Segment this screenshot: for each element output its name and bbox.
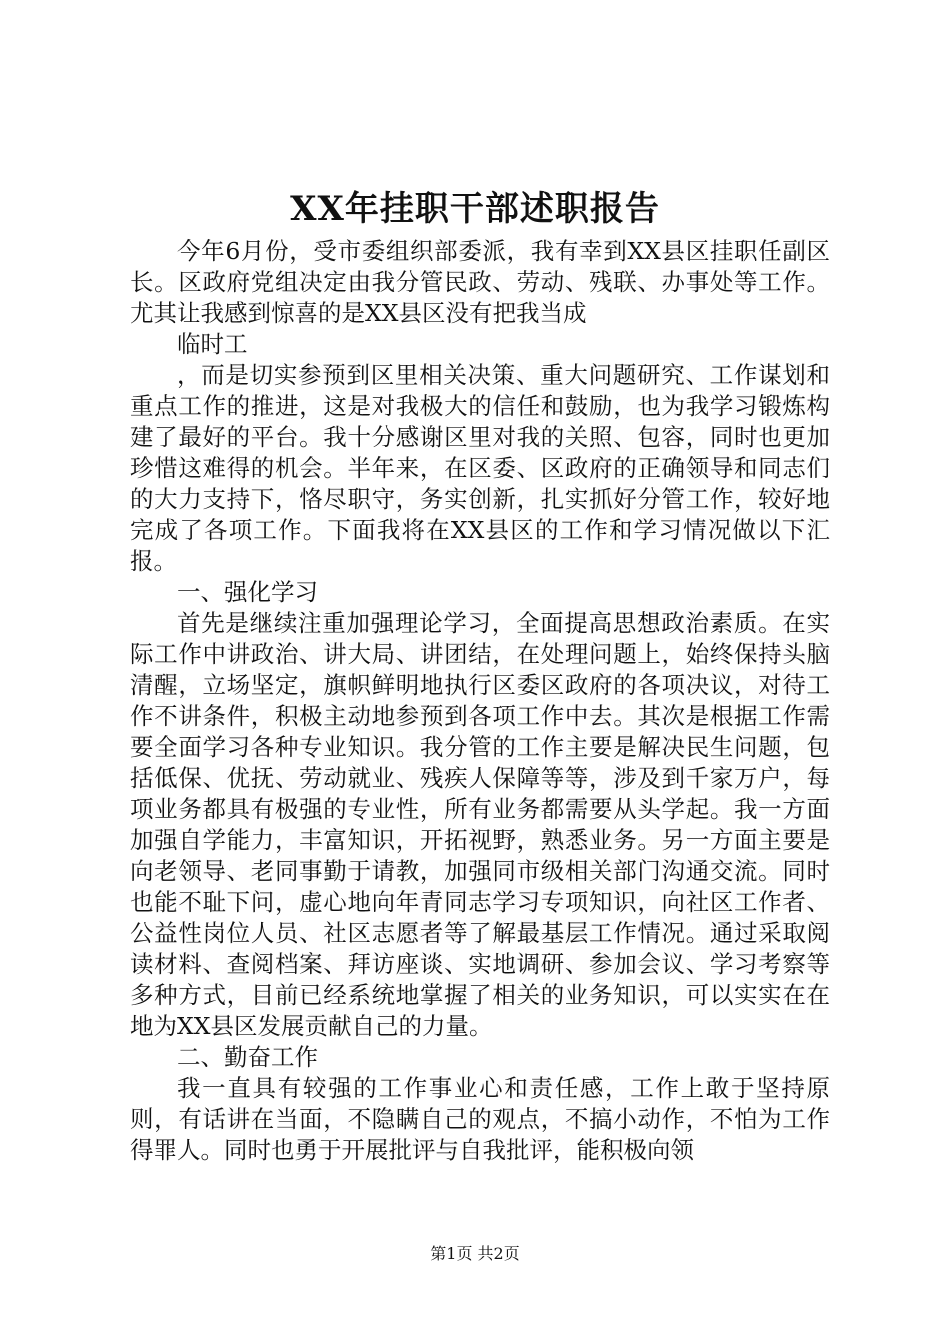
paragraph-work: 我一直具有较强的工作事业心和责任感，工作上敢于坚持原则，有话讲在当面，不隐瞒自己的观点，不搞小动作，不怕为工作得罪人。同时也勇于开展批评与自我批评，能积极向领 <box>130 1074 830 1164</box>
paragraph-line: 临时工 <box>177 330 248 358</box>
page-title: XX年挂职干部述职报告 <box>290 189 660 229</box>
paragraph-summary: ，而是切实参预到区里相关决策、重大问题研究、工作谋划和重点工作的推进，这是对我极大的信任和鼓励，也为我学习锻炼构建了最好的平台。我十分感谢区里对我的关照、包容，同时也更加珍惜这难得的机会。半年来，在区委、区政府的正确领导和同志们的大力支持下，恪尽职守，务实创新，扎实抓好分管工作，较好地完成了各项工作。下面我将在XX县区的工作和学习情况做以下汇报。 <box>130 361 830 575</box>
paragraph-study: 首先是继续注重加强理论学习，全面提高思想政治素质。在实际工作中讲政治、讲大局、讲团结，在处理问题上，始终保持头脑清醒，立场坚定，旗帜鲜明地执行区委区政府的各项决议，对待工作不讲条件，积极主动地参预到各项工作中去。其次是根据工作需要全面学习各种专业知识。我分管的工作主要是解决民生问题，包括低保、优抚、劳动就业、残疾人保障等等，涉及到千家万户，每项业务都具有极强的专业性，所有业务都需要从头学起。我一方面加强自学能力，丰富知识，开拓视野，熟悉业务。另一方面主要是向老领导、老同事勤于请教，加强同市级相关部门沟通交流。同时也能不耻下问，虚心地向年青同志学习专项知识，向社区工作者、公益性岗位人员、社区志愿者等了解最基层工作情况。通过采取阅读材料、查阅档案、拜访座谈、实地调研、参加会议、学习考察等多种方式，目前已经系统地掌握了相关的业务知识，可以实实在在地为XX县区发展贡献自己的力量。 <box>130 609 830 1040</box>
page-footer: 第1页 共2页 <box>430 1244 520 1263</box>
paragraph-intro: 今年6月份，受市委组织部委派，我有幸到XX县区挂职任副区长。区政府党组决定由我分管民政、劳动、残联、办事处等工作。尤其让我感到惊喜的是XX县区没有把我当成 <box>130 237 830 327</box>
document-body <box>130 236 830 1166</box>
section-heading-study: 一、强化学习 <box>177 578 318 606</box>
section-heading-work: 二、勤奋工作 <box>177 1043 318 1071</box>
